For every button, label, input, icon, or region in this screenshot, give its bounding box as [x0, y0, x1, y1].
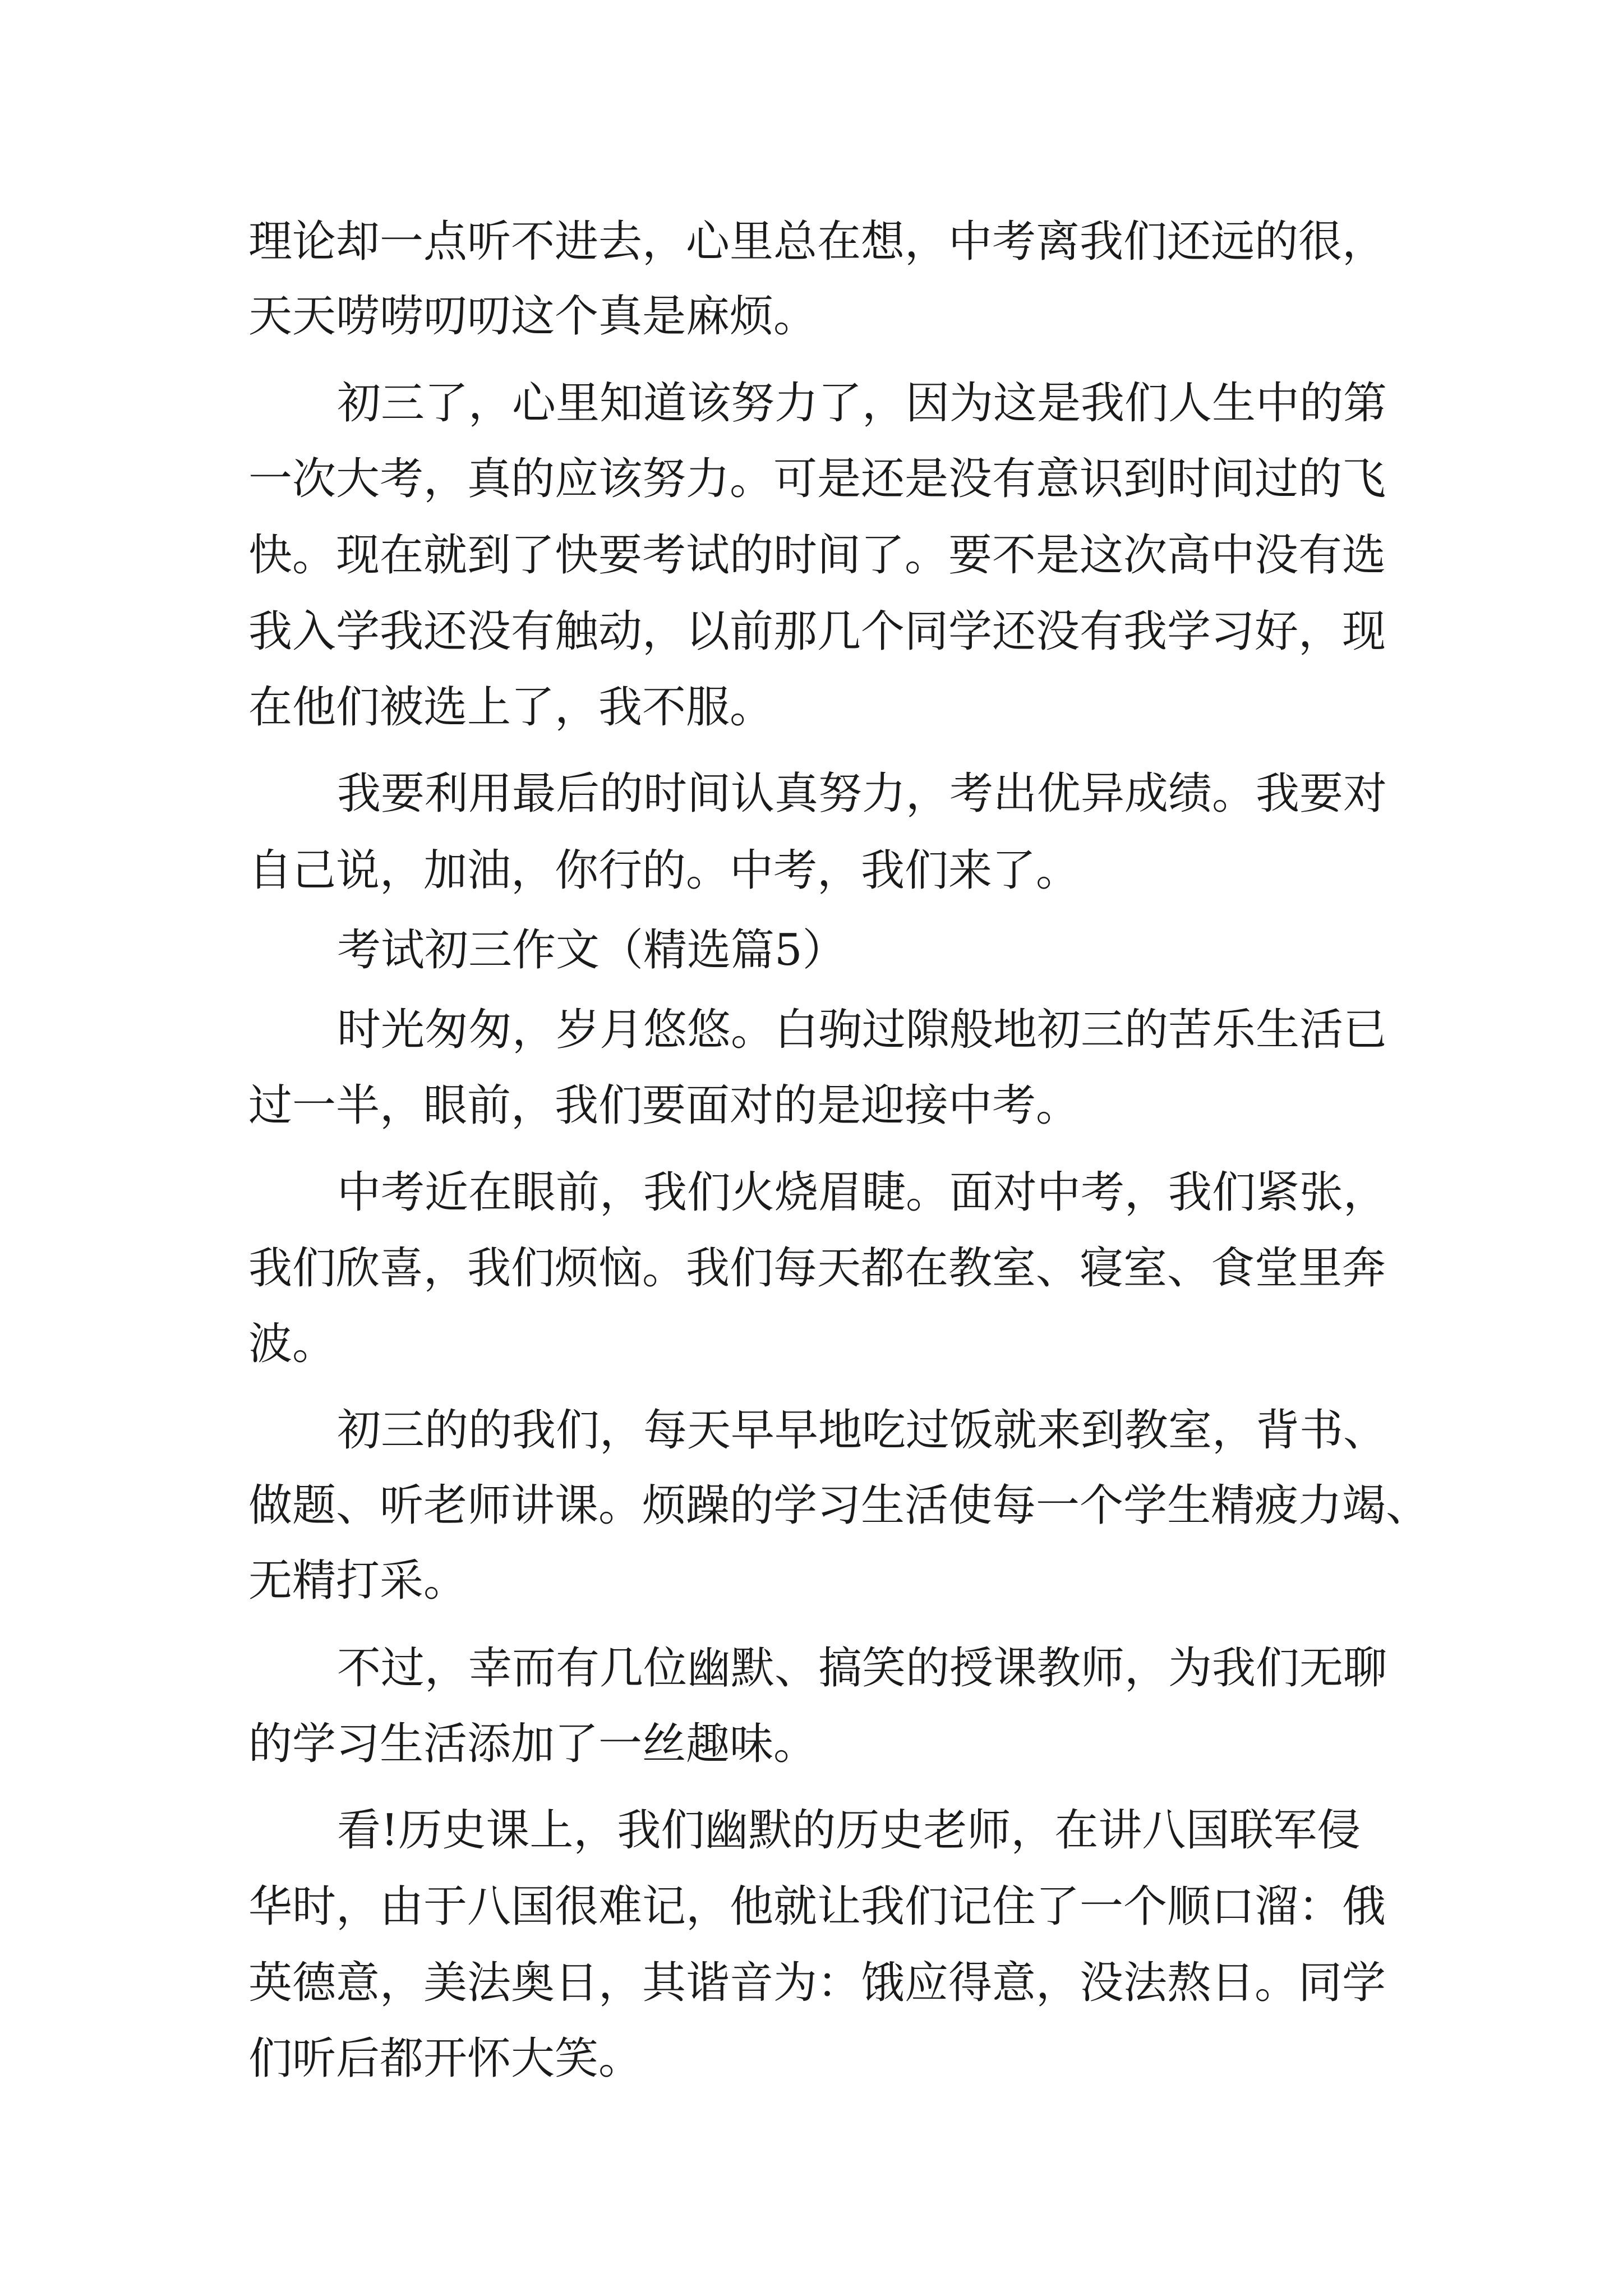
text-line: 看!历史课上，我们幽默的历史老师，在讲八国联军侵	[337, 1805, 1361, 1856]
text-line: 自己说，加油，你行的。中考，我们来了。	[248, 845, 1080, 896]
text-line: 波。	[248, 1319, 336, 1369]
text-line: 初三的的我们，每天早早地吃过饭就来到教室，背书、	[337, 1405, 1387, 1456]
text-line: 英德意，美法奥日，其谐音为：饿应得意，没法熬日。同学	[248, 1958, 1386, 2008]
text-line: 在他们被选上了，我不服。	[248, 682, 774, 733]
text-line: 华时，由于八国很难记，他就让我们记住了一个顺口溜：俄	[248, 1881, 1386, 1932]
text-line: 我要利用最后的时间认真努力，考出优异成绩。我要对	[337, 769, 1387, 819]
text-line: 理论却一点听不进去，心里总在想，中考离我们还远的很，	[248, 217, 1386, 267]
text-line: 快。现在就到了快要考试的时间了。要不是这次高中没有选	[248, 530, 1386, 581]
text-line: 我入学我还没有触动，以前那几个同学还没有我学习好，现	[248, 606, 1386, 657]
text-line: 我们欣喜，我们烦恼。我们每天都在教室、寝室、食堂里奔	[248, 1243, 1386, 1294]
text-line: 过一半，眼前，我们要面对的是迎接中考。	[248, 1080, 1080, 1131]
text-line: 无精打采。	[248, 1556, 468, 1606]
text-line: 天天唠唠叨叨这个真是麻烦。	[248, 291, 818, 342]
text-line: 们听后都开怀大笑。	[248, 2033, 643, 2084]
text-line: 不过，幸而有几位幽默、搞笑的授课教师，为我们无聊	[337, 1643, 1387, 1694]
text-line: 时光匆匆，岁月悠悠。白驹过隙般地初三的苦乐生活已	[337, 1005, 1387, 1055]
text-line: 一次大考，真的应该努力。可是还是没有意识到时间过的飞	[248, 454, 1386, 504]
text-line: 中考近在眼前，我们火烧眉睫。面对中考，我们紧张，	[337, 1167, 1387, 1218]
section-heading: 考试初三作文（精选篇5）	[337, 925, 846, 976]
text-line: 初三了，心里知道该努力了，因为这是我们人生中的第	[337, 378, 1387, 429]
text-line: 的学习生活添加了一丝趣味。	[248, 1719, 818, 1769]
text-line: 做题、听老师讲课。烦躁的学习生活使每一个学生精疲力竭、	[248, 1480, 1430, 1531]
